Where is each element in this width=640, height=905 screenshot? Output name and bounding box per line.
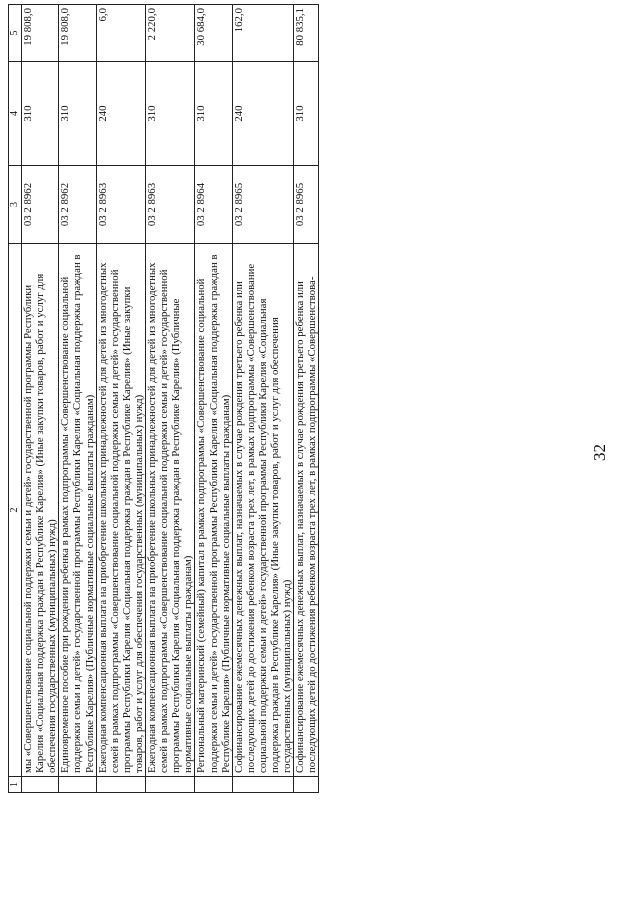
row-amount: 80 835,1 bbox=[294, 5, 319, 62]
row-code: 03 2 8962 bbox=[22, 166, 59, 244]
table-row bbox=[294, 5, 319, 793]
table-row bbox=[232, 5, 293, 793]
row-col-1 bbox=[146, 777, 195, 793]
row-amount: 162,0 bbox=[232, 5, 293, 62]
row-amount: 19 808,0 bbox=[22, 5, 59, 62]
row-amount: 6,0 bbox=[96, 5, 145, 62]
table-row bbox=[195, 5, 232, 793]
row-kind: 310 bbox=[146, 62, 195, 166]
header-col-1: 1 bbox=[9, 777, 22, 793]
row-code: 03 2 8964 bbox=[195, 166, 232, 244]
table-body bbox=[22, 5, 319, 793]
row-description: Ежегодная компенсационная выплата на приобретение школьных принадлежностей для детей из многодетных семей в рамках подпрограммы «Совершенствование социальной поддержки семьи и детей» государственной программы Республики Карелия «Социальная поддержка граждан в Республике Карелия» (Иные закупки товаров, работ и услуг для обеспечения государственных (муниципальных) нужд) bbox=[96, 244, 145, 777]
row-amount: 30 684,0 bbox=[195, 5, 232, 62]
table-row bbox=[96, 5, 145, 793]
row-kind: 310 bbox=[22, 62, 59, 166]
row-description: мы «Совершенствование социальной поддержки семьи и детей» государственной программы Республики Карелия «Социальная поддержка граждан в Республике Карелия» (Иные закупки товаров, работ и услуг для обеспечения государственных (муниципальных) нужд) bbox=[22, 244, 59, 777]
row-code: 03 2 8963 bbox=[96, 166, 145, 244]
page-number: 32 bbox=[590, 444, 609, 461]
row-code: 03 2 8962 bbox=[59, 166, 96, 244]
table-row bbox=[22, 5, 59, 793]
row-description: Единовременное пособие при рождении ребенка в рамках подпрограммы «Совершенствование социальной поддержки семьи и детей» государственной программы Республики Карелия «Социальная поддержка граждан в Республике Карелия» (Публичные нормативные социальные выплаты гражданам) bbox=[59, 244, 96, 777]
row-code: 03 2 8963 bbox=[146, 166, 195, 244]
row-kind: 310 bbox=[195, 62, 232, 166]
header-row bbox=[9, 5, 22, 793]
header-col-4: 4 bbox=[9, 62, 22, 166]
row-col-1 bbox=[294, 777, 319, 793]
row-col-1 bbox=[232, 777, 293, 793]
row-amount: 2 220,0 bbox=[146, 5, 195, 62]
row-code: 03 2 8965 bbox=[294, 166, 319, 244]
row-code: 03 2 8965 bbox=[232, 166, 293, 244]
row-description: Софинансирование ежемесячных денежных выплат, назначаемых в случае рождения третьего ребенка или последующих детей до достижения ребенком возраста трех лет, в рамках подпрограммы «Совершенствова- bbox=[294, 244, 319, 777]
row-col-1 bbox=[22, 777, 59, 793]
budget-table bbox=[8, 4, 319, 793]
row-col-1 bbox=[59, 777, 96, 793]
header-col-5: 5 bbox=[9, 5, 22, 62]
row-description: Региональный материнский (семейный) капитал в рамках подпрограммы «Совершенствование социальной поддержки семьи и детей» государственной программы Республики Карелия «Социальная поддержка граждан в Республике Карелия» (Публичные нормативные социальные выплаты гражданам) bbox=[195, 244, 232, 777]
row-col-1 bbox=[195, 777, 232, 793]
header-col-3: 3 bbox=[9, 166, 22, 244]
row-description: Софинансирование ежемесячных денежных выплат, назначаемых в случае рождения третьего ребенка или последующих детей до достижения ребенком возраста трех лет, в рамках подпрограммы «Совершенствование социальной поддержки семьи и детей» государственной программы Республики Карелия «Социальная поддержка граждан в Республике Карелия» (Иные закупки товаров, работ и услуг для обеспечения государственных (муниципальных) нужд) bbox=[232, 244, 293, 777]
row-amount: 19 808,0 bbox=[59, 5, 96, 62]
row-kind: 240 bbox=[232, 62, 293, 166]
row-kind: 240 bbox=[96, 62, 145, 166]
row-kind: 310 bbox=[294, 62, 319, 166]
header-col-2: 2 bbox=[9, 244, 22, 777]
row-col-1 bbox=[96, 777, 145, 793]
row-kind: 310 bbox=[59, 62, 96, 166]
row-description: Ежегодная компенсационная выплата на приобретение школьных принадлежностей для детей из многодетных семей в рамках подпрограммы «Совершенствование социальной поддержки семьи и детей» государственной программы Республики Карелия «Социальная поддержка граждан в Республике Карелия» (Публичные нормативные социальные выплаты гражданам) bbox=[146, 244, 195, 777]
table-row bbox=[59, 5, 96, 793]
table-row bbox=[146, 5, 195, 793]
